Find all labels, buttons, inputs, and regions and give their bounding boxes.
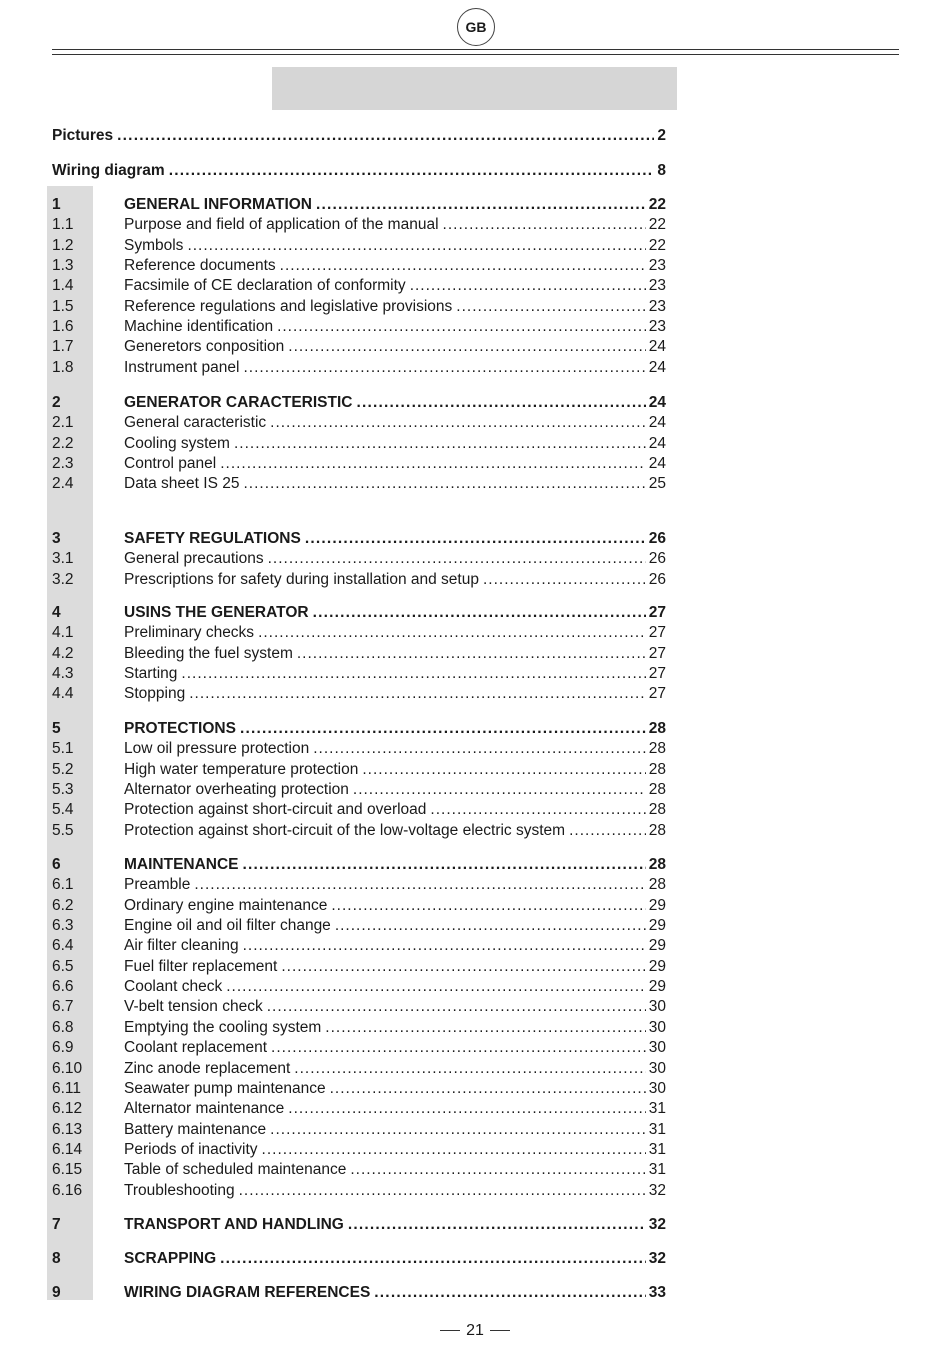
entry-number: 5: [52, 720, 61, 737]
entry-number: 6.4: [52, 937, 74, 955]
entry-page: 24: [648, 414, 666, 432]
entry-label: Emptying the cooling system: [124, 1018, 322, 1036]
entry-label: General caracteristic: [124, 414, 267, 432]
entry-number: 6.10: [52, 1059, 83, 1077]
toc-entry[interactable]: [52, 236, 666, 256]
dot-leader: [181, 664, 645, 684]
dot-leader: [262, 1140, 646, 1160]
entry-number: 2.2: [52, 434, 74, 452]
entry-number: 5.3: [52, 781, 74, 799]
entry-label: Facsimile of CE declaration of conformity: [124, 277, 406, 295]
toc-entry[interactable]: [52, 474, 666, 494]
page-number: 21: [466, 1322, 484, 1339]
entry-label: Protection against short-circuit and overload: [124, 801, 427, 819]
entry-page: 32: [648, 1181, 666, 1199]
page-footer: [0, 1322, 950, 1340]
dot-leader: [267, 997, 646, 1017]
dot-leader: [297, 644, 646, 664]
entry-label: WIRING DIAGRAM REFERENCES: [124, 1284, 371, 1301]
entry-page: 22: [648, 196, 666, 213]
dot-leader: [313, 603, 646, 623]
dot-leader: [288, 337, 645, 357]
entry-label: High water temperature protection: [124, 760, 359, 778]
dot-leader: [335, 916, 646, 936]
dot-leader: [410, 276, 646, 296]
entry-number: 6.9: [52, 1039, 74, 1057]
toc-entry[interactable]: [52, 1160, 666, 1180]
entry-label: Air filter cleaning: [124, 937, 239, 955]
entry-number: 9: [52, 1284, 61, 1301]
entry-label: Preamble: [124, 876, 191, 894]
toc-entry[interactable]: [52, 1059, 666, 1079]
toc-entry[interactable]: [52, 739, 666, 759]
dot-leader: [325, 1018, 645, 1038]
entry-page: 31: [648, 1161, 666, 1179]
dot-leader: [294, 1059, 645, 1079]
dot-leader: [305, 529, 646, 549]
toc-entry-top[interactable]: [52, 126, 666, 146]
dot-leader: [194, 875, 645, 895]
toc-section-heading[interactable]: [52, 1249, 666, 1269]
entry-label: Alternator maintenance: [124, 1100, 285, 1118]
entry-page: 28: [648, 876, 666, 894]
entry-number: 7: [52, 1216, 61, 1233]
toc-entry[interactable]: [52, 570, 666, 590]
dot-leader: [313, 739, 646, 759]
entry-number: 6.8: [52, 1018, 74, 1036]
footer-dash-right: [490, 1330, 510, 1331]
toc-entry[interactable]: [52, 1140, 666, 1160]
entry-page: 31: [648, 1140, 666, 1158]
entry-page: 30: [648, 1039, 666, 1057]
entry-number: 1.5: [52, 297, 74, 315]
dot-leader: [226, 977, 646, 997]
entry-label: Purpose and field of application of the manual: [124, 216, 439, 234]
dot-leader: [220, 1249, 646, 1269]
dot-leader: [357, 393, 646, 413]
toc-entry[interactable]: [52, 821, 666, 841]
entry-page: 27: [648, 644, 666, 662]
toc-entry[interactable]: [52, 684, 666, 704]
entry-number: 2: [52, 394, 61, 411]
entry-page: 28: [648, 760, 666, 778]
entry-number: 1.4: [52, 277, 74, 295]
dot-leader: [220, 454, 646, 474]
entry-page: 27: [648, 624, 666, 642]
entry-label: Machine identification: [124, 318, 274, 336]
dot-leader: [169, 161, 655, 181]
dot-leader: [330, 1079, 646, 1099]
entry-label: Preliminary checks: [124, 624, 255, 642]
entry-page: 8: [657, 162, 666, 179]
toc-entry[interactable]: [52, 1099, 666, 1119]
entry-page: 23: [648, 257, 666, 275]
entry-page: 28: [648, 781, 666, 799]
dot-leader: [443, 215, 646, 235]
dot-leader: [456, 297, 645, 317]
toc-entry[interactable]: [52, 896, 666, 916]
dot-leader: [483, 570, 646, 590]
entry-label: Control panel: [124, 455, 217, 473]
entry-label: Coolant check: [124, 978, 223, 996]
toc-entry[interactable]: [52, 215, 666, 235]
entry-number: 3: [52, 530, 61, 547]
toc-section-heading[interactable]: [52, 603, 666, 623]
dot-leader: [243, 474, 645, 494]
entry-page: 28: [648, 821, 666, 839]
dot-leader: [316, 195, 646, 215]
entry-page: 28: [648, 740, 666, 758]
entry-label: Stopping: [124, 685, 186, 703]
dot-leader: [430, 800, 645, 820]
entry-number: 1: [52, 196, 61, 213]
entry-page: 32: [648, 1250, 666, 1267]
toc-entry[interactable]: [52, 1018, 666, 1038]
entry-page: 24: [648, 358, 666, 376]
entry-page: 29: [648, 978, 666, 996]
entry-label: Battery maintenance: [124, 1120, 267, 1138]
entry-label: Pictures: [52, 127, 114, 144]
dot-leader: [362, 760, 645, 780]
toc-entry[interactable]: [52, 644, 666, 664]
entry-page: 22: [648, 236, 666, 254]
entry-page: 29: [648, 957, 666, 975]
entry-label: Bleeding the fuel system: [124, 644, 293, 662]
dot-leader: [258, 623, 646, 643]
toc-entry[interactable]: [52, 760, 666, 780]
entry-page: 27: [648, 665, 666, 683]
entry-label: Table of scheduled maintenance: [124, 1161, 347, 1179]
dot-leader: [569, 821, 646, 841]
dot-leader: [268, 549, 646, 569]
dot-leader: [288, 1099, 645, 1119]
entry-label: Symbols: [124, 236, 184, 254]
entry-label: Ordinary engine maintenance: [124, 896, 328, 914]
entry-number: 6.15: [52, 1161, 83, 1179]
entry-number: 6.11: [52, 1079, 82, 1097]
entry-page: 30: [648, 1059, 666, 1077]
dot-leader: [240, 719, 646, 739]
entry-label: Zinc anode replacement: [124, 1059, 291, 1077]
dot-leader: [243, 358, 645, 378]
entry-label: TRANSPORT AND HANDLING: [124, 1216, 344, 1233]
dot-leader: [350, 1160, 645, 1180]
entry-label: MAINTENANCE: [124, 856, 239, 873]
dot-leader: [331, 896, 645, 916]
toc-section-heading[interactable]: [52, 393, 666, 413]
entry-number: 6.16: [52, 1181, 83, 1199]
entry-page: 26: [648, 570, 666, 588]
entry-number: 5.1: [52, 740, 74, 758]
language-badge: GB: [457, 8, 495, 46]
entry-number: 1.2: [52, 236, 74, 254]
entry-page: 30: [648, 1079, 666, 1097]
entry-number: 2.3: [52, 455, 74, 473]
entry-page: 23: [648, 318, 666, 336]
dot-leader: [234, 434, 646, 454]
entry-page: 26: [648, 550, 666, 568]
toc-entry[interactable]: [52, 936, 666, 956]
entry-label: Seawater pump maintenance: [124, 1079, 326, 1097]
dot-leader: [243, 936, 646, 956]
entry-number: 4.4: [52, 685, 74, 703]
dot-leader: [239, 1181, 646, 1201]
toc-entry[interactable]: [52, 297, 666, 317]
dot-leader: [281, 957, 645, 977]
entry-label: Wiring diagram: [52, 162, 165, 179]
entry-number: 3.2: [52, 570, 74, 588]
toc-entry[interactable]: [52, 1038, 666, 1058]
dot-leader: [271, 1038, 646, 1058]
toc-entry[interactable]: [52, 664, 666, 684]
entry-page: 31: [648, 1120, 666, 1138]
dot-leader: [277, 317, 646, 337]
entry-label: Coolant replacement: [124, 1039, 268, 1057]
entry-page: 30: [648, 1018, 666, 1036]
entry-label: USINS THE GENERATOR: [124, 604, 309, 621]
entry-number: 6.12: [52, 1100, 83, 1118]
entry-page: 33: [648, 1284, 666, 1301]
toc-entry[interactable]: [52, 358, 666, 378]
entry-number: 6.6: [52, 978, 74, 996]
entry-number: 1.1: [52, 216, 74, 234]
entry-number: 8: [52, 1250, 61, 1267]
dot-leader: [187, 236, 645, 256]
entry-label: SCRAPPING: [124, 1250, 217, 1267]
entry-label: Reference documents: [124, 257, 276, 275]
entry-number: 1.8: [52, 358, 74, 376]
entry-label: Instrument panel: [124, 358, 240, 376]
entry-number: 5.4: [52, 801, 74, 819]
entry-page: 29: [648, 937, 666, 955]
entry-number: 3.1: [52, 550, 74, 568]
toc-entry[interactable]: [52, 957, 666, 977]
toc-entry[interactable]: [52, 997, 666, 1017]
entry-label: General precautions: [124, 550, 264, 568]
entry-page: 32: [648, 1216, 666, 1233]
entry-label: PROTECTIONS: [124, 720, 236, 737]
entry-number: 1.3: [52, 257, 74, 275]
dot-leader: [280, 256, 646, 276]
entry-page: 28: [648, 720, 666, 737]
entry-page: 28: [648, 801, 666, 819]
toc-entry[interactable]: [52, 780, 666, 800]
entry-page: 31: [648, 1100, 666, 1118]
entry-label: Protection against short-circuit of the low-voltage electric system: [124, 821, 566, 839]
entry-number: 6.1: [52, 876, 74, 894]
toc-entry[interactable]: [52, 1120, 666, 1140]
toc-entry[interactable]: [52, 256, 666, 276]
toc-entry[interactable]: [52, 317, 666, 337]
entry-page: 2: [657, 127, 666, 144]
dot-leader: [117, 126, 654, 146]
dot-leader: [353, 780, 646, 800]
entry-label: Prescriptions for safety during installation and setup: [124, 570, 479, 588]
dot-leader: [270, 413, 646, 433]
entry-page: 27: [648, 685, 666, 703]
toc-section-heading[interactable]: [52, 719, 666, 739]
entry-label: GENERAL INFORMATION: [124, 196, 313, 213]
entry-number: 2.4: [52, 475, 74, 493]
toc-section-heading[interactable]: [52, 855, 666, 875]
entry-label: Low oil pressure protection: [124, 740, 310, 758]
entry-label: Data sheet IS 25: [124, 475, 240, 493]
dot-leader: [243, 855, 646, 875]
entry-label: V-belt tension check: [124, 998, 263, 1016]
dot-leader: [348, 1215, 646, 1235]
entry-page: 24: [648, 394, 666, 411]
toc-entry[interactable]: [52, 1079, 666, 1099]
entry-label: Reference regulations and legislative provisions: [124, 297, 453, 315]
toc-entry[interactable]: [52, 413, 666, 433]
toc-entry[interactable]: [52, 800, 666, 820]
entry-label: Troubleshooting: [124, 1181, 235, 1199]
toc-section-heading[interactable]: [52, 529, 666, 549]
entry-label: Starting: [124, 665, 178, 683]
entry-number: 6.13: [52, 1120, 83, 1138]
entry-page: 24: [648, 434, 666, 452]
entry-number: 6.3: [52, 917, 74, 935]
entry-page: 24: [648, 455, 666, 473]
dot-leader: [374, 1283, 645, 1303]
dot-leader: [270, 1120, 646, 1140]
entry-label: SAFETY REGULATIONS: [124, 530, 301, 547]
toc-entry[interactable]: [52, 434, 666, 454]
entry-page: 23: [648, 297, 666, 315]
entry-page: 29: [648, 917, 666, 935]
entry-number: 5.5: [52, 821, 74, 839]
entry-page: 27: [648, 604, 666, 621]
entry-page: 23: [648, 277, 666, 295]
toc-section-heading[interactable]: [52, 1215, 666, 1235]
toc-entry[interactable]: [52, 623, 666, 643]
entry-label: Fuel filter replacement: [124, 957, 278, 975]
entry-page: 24: [648, 338, 666, 356]
entry-label: GENERATOR CARACTERISTIC: [124, 394, 353, 411]
entry-number: 6.14: [52, 1140, 83, 1158]
entry-page: 25: [648, 475, 666, 493]
toc-section-heading[interactable]: [52, 1283, 666, 1303]
toc-entry[interactable]: [52, 875, 666, 895]
entry-number: 4.3: [52, 665, 74, 683]
entry-number: 1.6: [52, 318, 74, 336]
toc-entry-top[interactable]: [52, 161, 666, 181]
entry-page: 26: [648, 530, 666, 547]
entry-number: 5.2: [52, 760, 74, 778]
toc-entry[interactable]: [52, 977, 666, 997]
entry-number: 6.7: [52, 998, 74, 1016]
entry-number: 6.2: [52, 896, 74, 914]
toc-entry[interactable]: [52, 276, 666, 296]
entry-label: Periods of inactivity: [124, 1140, 258, 1158]
entry-page: 28: [648, 856, 666, 873]
dot-leader: [189, 684, 646, 704]
footer-dash-left: [440, 1330, 460, 1331]
entry-number: 4: [52, 604, 61, 621]
entry-number: 2.1: [52, 414, 74, 432]
entry-number: 1.7: [52, 338, 74, 356]
toc-entry[interactable]: [52, 549, 666, 569]
entry-page: 29: [648, 896, 666, 914]
toc-section-heading[interactable]: [52, 195, 666, 215]
entry-label: Generetors conposition: [124, 338, 285, 356]
entry-label: Alternator overheating protection: [124, 781, 349, 799]
toc-entry[interactable]: [52, 337, 666, 357]
toc-entry[interactable]: [52, 454, 666, 474]
entry-number: 6: [52, 856, 61, 873]
entry-page: 30: [648, 998, 666, 1016]
entry-page: 22: [648, 216, 666, 234]
entry-number: 4.2: [52, 644, 74, 662]
entry-number: 4.1: [52, 624, 74, 642]
toc-entry[interactable]: [52, 1181, 666, 1201]
entry-number: 6.5: [52, 957, 74, 975]
entry-label: Engine oil and oil filter change: [124, 917, 331, 935]
entry-label: Cooling system: [124, 434, 230, 452]
toc-entry[interactable]: [52, 916, 666, 936]
